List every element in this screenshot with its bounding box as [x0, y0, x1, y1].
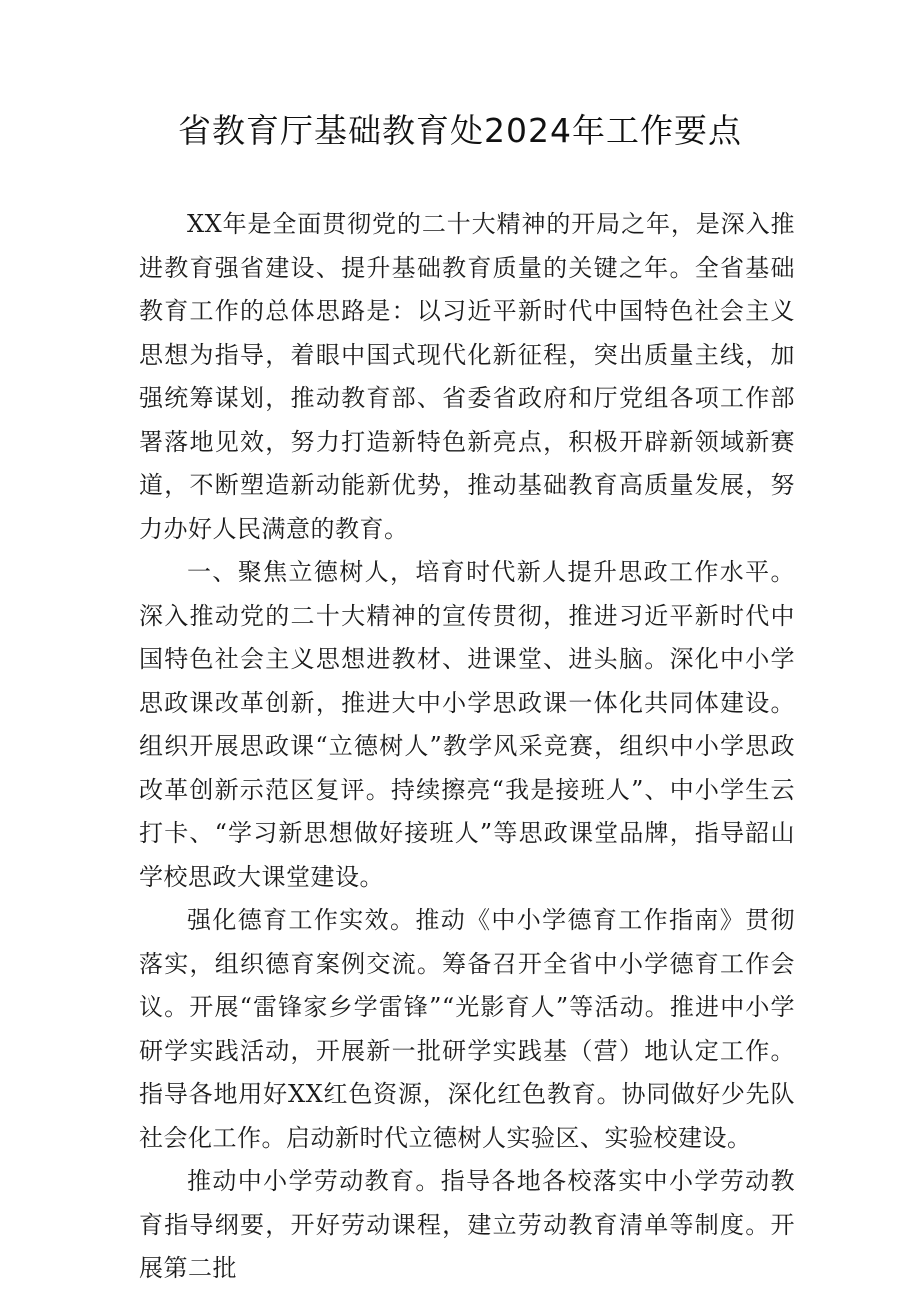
document-body [139, 203, 795, 1291]
paragraph-intro: XX年是全面贯彻党的二十大精神的开局之年，是深入推进教育强省建设、提升基础教育质量的关键之年。全省基础教育工作的总体思路是：以习近平新时代中国特色社会主义思想为指导，着眼中国式现代化新征程，突出质量主线，加强统筹谋划，推动教育部、省委省政府和厅党组各项工作部署落地见效，努力打造新特色新亮点，积极开辟新领域新赛道，不断塑造新动能新优势，推动基础教育高质量发展，努力办好人民满意的教育。 [139, 210, 795, 543]
document-title: 省教育厅基础教育处2024年工作要点 [178, 111, 742, 150]
paragraph-labor-education: 推动中小学劳动教育。指导各地各校落实中小学劳动教育指导纲要，开好劳动课程，建立劳动教育清单等制度。开展第二批 [139, 1167, 795, 1282]
paragraph-section-one: 一、聚焦立德树人，培育时代新人提升思政工作水平。深入推动党的二十大精神的宣传贯彻，推进习近平新时代中国特色社会主义思想进教材、进课堂、进头脑。深化中小学思政课改革创新，推进大中小学思政课一体化共同体建设。组织开展思政课“立德树人”教学风采竞赛，组织中小学思政改革创新示范区复评。持续擦亮“我是接班人”、中小学生云打卡、“学习新思想做好接班人”等思政课堂品牌，指导韶山学校思政大课堂建设。 [139, 558, 795, 891]
paragraph-moral-education: 强化德育工作实效。推动《中小学德育工作指南》贯彻落实，组织德育案例交流。筹备召开全省中小学德育工作会议。开展“雷锋家乡学雷锋”“光影育人”等活动。推进中小学研学实践活动，开展新一批研学实践基（营）地认定工作。指导各地用好XX红色资源，深化红色教育。协同做好少先队社会化工作。启动新时代立德树人实验区、实验校建设。 [139, 906, 795, 1152]
